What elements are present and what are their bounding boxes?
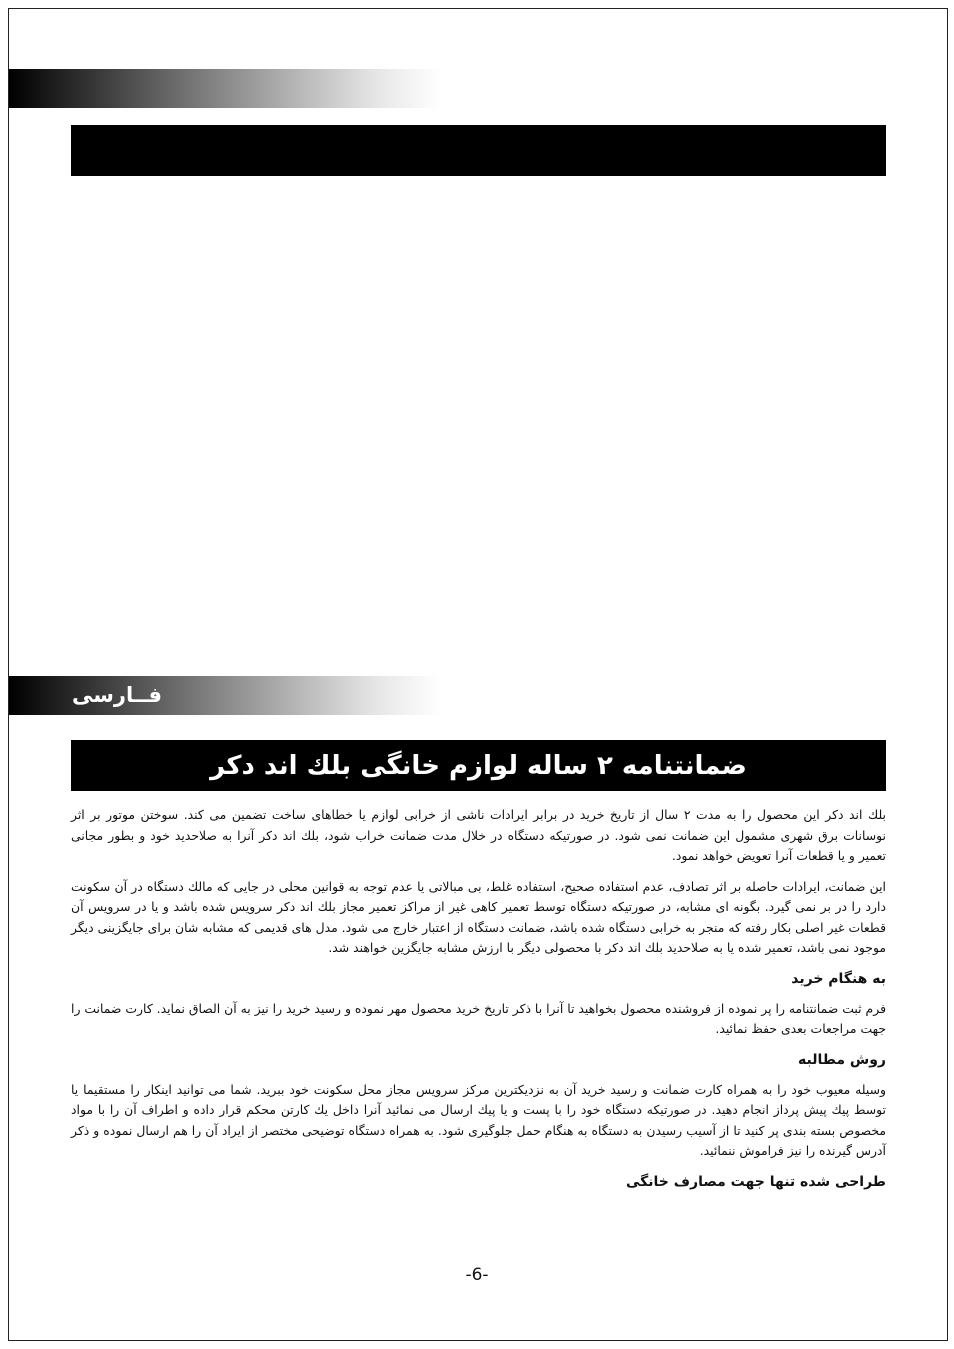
heading-claim-method: روش مطالبه xyxy=(798,1051,886,1068)
paragraph-claim-process: وسیله معیوب خود را به همراه كارت ضمانت و رسید خرید آن به نزدیكترین مركز سرویس مجاز محل سكونت خود ببرید. شما می توانید اینكار را مستقیما یا توسط پیك پیش پرداز انجام دهید. در صورتیكه دستگاه خود را با پست و یا پیك ارسال می نمائید آنرا داخل یك كارتن محكم قرار داده و اطراف آن را با مواد مخصوص بسته بندی پر كنید تا از آسیب رسیدن به دستگاه به هنگام حمل جلوگیری شود. به همراه دستگاه توضیحی مختصر از ایراد آن را هم ارسال نموده و ذكر آدرس گیرنده را نیز فراموش ننمائید. xyxy=(71,1081,886,1158)
paragraph-warranty-terms: بلك اند دكر این محصول را به مدت ۲ سال از تاریخ خرید در برابر ایرادات ناشی از خرابی لوازم یا خطاهای ساخت تضمین می کند. سوختن موتور بر اثر نوسانات برق شهری مشمول این ضمانت نمی شود. در صورتیکه دستگاه در خلال مدت ضمانت خراب شود، بلك اند دكر آنرا به صلاحدید خود و بطور مجانی تعمیر و یا قطعات آنرا تعویض خواهد نمود. xyxy=(71,807,886,863)
paragraph-registration: فرم ثبت ضمانتنامه را پر نموده از فروشنده محصول بخواهید تا آنرا با ذكر تاریخ خرید محصول مهر نموده و رسید خرید را نیز به آن الصاق نماید. كارت ضمانت را جهت مراجعات بعدی حفظ نمائید. xyxy=(71,1000,886,1036)
heading-at-purchase: به هنگام خرید xyxy=(791,970,886,987)
page-title: ضمانتنامه ۲ ساله لوازم خانگی بلك اند دكر xyxy=(210,750,747,781)
warranty-content xyxy=(71,805,886,1202)
header-gradient-strip xyxy=(9,69,441,108)
language-label: فــارسی xyxy=(72,683,162,707)
heading-household-use: طراحی شده تنها جهت مصارف خانگی xyxy=(625,1173,886,1190)
paragraph-exclusions: این ضمانت، ایرادات حاصله بر اثر تصادف، عدم استفاده صحیح، استفاده غلط، بی مبالاتی یا عدم توجه به قوانین محلی در جایی که مالك دستگاه در آن سكونت دارد را در بر نمی گیرد. بگونه ای مشابه، در صورتیكه دستگاه توسط تعمیر كاهی غیر از مراكز تعمیر مجاز بلك اند دكر سرویس شده باشد و یا در سرویس آن قطعات غیر اصلی بكار رفته كه منجر به خرابی دستگاه شده باشد، ضمانت دستگاه از اعتبار خارج می شود. مدل های قدیمی كه مشابه شان برای جایگزینی دیگر موجود نمی باشد، تعمیر شده یا به صلاحدید بلك اند دكر با محصولی دیگر با ارزش مشابه جایگزین خواهند شد. xyxy=(71,878,886,955)
header-black-bar xyxy=(71,125,886,176)
title-bar xyxy=(71,740,886,791)
page-number: -6- xyxy=(465,1265,489,1285)
